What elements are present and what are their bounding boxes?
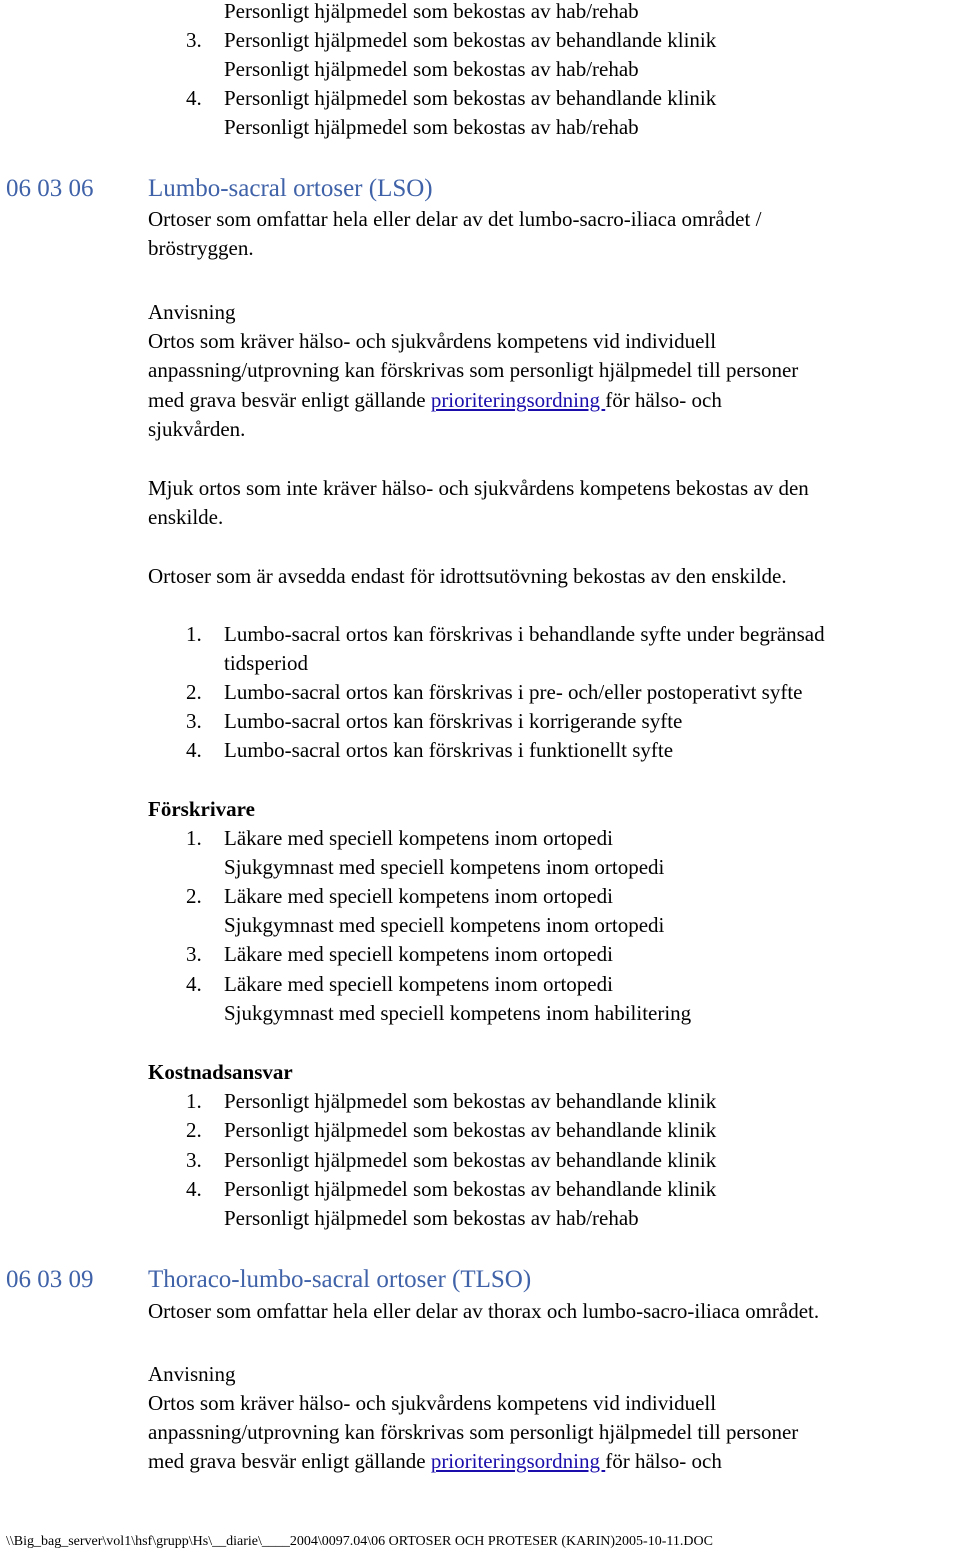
- anvisning-text: Ortos som kräver hälso- och sjukvårdens kompetens vid individuell: [148, 329, 717, 353]
- anvisning-text: [148, 1447, 722, 1476]
- purpose-item: tidsperiod: [224, 651, 308, 675]
- anvisning-text: sjukvården.: [148, 417, 246, 441]
- list-number: 4.: [186, 86, 202, 110]
- list-number: 1.: [186, 826, 202, 850]
- section-title: Thoraco-lumbo-sacral ortoser (TLSO): [148, 1266, 532, 1293]
- cost-line: Personligt hjälpmedel som bekostas av hab/rehab: [224, 0, 639, 23]
- list-number: 3.: [186, 942, 202, 966]
- cost-line: Personligt hjälpmedel som bekostas av behandlande klinik: [224, 1177, 717, 1201]
- anvisning-text-pre: med grava besvär enligt gällande: [148, 1449, 431, 1473]
- forskrivare-heading: Förskrivare: [148, 797, 255, 821]
- mjuk-ortos-text: Mjuk ortos som inte kräver hälso- och sjukvårdens kompetens bekostas av den: [148, 476, 809, 500]
- prioriteringsordning-link[interactable]: prioriteringsordning: [430, 388, 606, 412]
- mjuk-ortos-text: enskilde.: [148, 505, 224, 529]
- cost-line: Personligt hjälpmedel som bekostas av behandlande klinik: [224, 86, 717, 110]
- anvisning-text: Ortos som kräver hälso- och sjukvårdens kompetens vid individuell: [148, 1391, 717, 1415]
- section-description: Ortoser som omfattar hela eller delar av det lumbo-sacro-iliaca området /: [148, 207, 762, 231]
- cost-line: Personligt hjälpmedel som bekostas av behandlande klinik: [224, 1148, 717, 1172]
- prioriteringsordning-link[interactable]: prioriteringsordning: [430, 1449, 606, 1473]
- document-footer-path: \\Big_bag_server\vol1\hsf\grupp\Hs\__diarie\____2004\0097.04\06 ORTOSER OCH PROTESER (KARIN)2005-10-11.DOC: [6, 1534, 713, 1549]
- section-title: Lumbo-sacral ortoser (LSO): [148, 175, 433, 202]
- purpose-item: Lumbo-sacral ortos kan förskrivas i funktionellt syfte: [224, 738, 674, 762]
- section-description: bröstryggen.: [148, 236, 254, 260]
- prescriber-line: Sjukgymnast med speciell kompetens inom habilitering: [224, 1001, 692, 1025]
- anvisning-text: anpassning/utprovning kan förskrivas som personligt hjälpmedel till personer: [148, 1420, 799, 1444]
- cost-line: Personligt hjälpmedel som bekostas av behandlande klinik: [224, 1089, 717, 1113]
- purpose-item: Lumbo-sacral ortos kan förskrivas i korrigerande syfte: [224, 709, 683, 733]
- anvisning-heading: Anvisning: [148, 1362, 236, 1386]
- idrott-text: Ortoser som är avsedda endast för idrottsutövning bekostas av den enskilde.: [148, 564, 787, 588]
- list-number: 1.: [186, 1089, 202, 1113]
- anvisning-text-post: för hälso- och: [605, 388, 722, 412]
- prescriber-line: Sjukgymnast med speciell kompetens inom ortopedi: [224, 913, 665, 937]
- prescriber-line: Läkare med speciell kompetens inom ortopedi: [224, 942, 613, 966]
- prescriber-line: Sjukgymnast med speciell kompetens inom ortopedi: [224, 855, 665, 879]
- list-number: 2.: [186, 884, 202, 908]
- list-number: 3.: [186, 28, 202, 52]
- prescriber-line: Läkare med speciell kompetens inom ortopedi: [224, 972, 613, 996]
- list-number: 1.: [186, 622, 202, 646]
- cost-line: Personligt hjälpmedel som bekostas av behandlande klinik: [224, 1118, 717, 1142]
- section-description: Ortoser som omfattar hela eller delar av thorax och lumbo-sacro-iliaca området.: [148, 1299, 820, 1323]
- anvisning-heading: Anvisning: [148, 300, 236, 324]
- list-number: 4.: [186, 738, 202, 762]
- list-number: 4.: [186, 972, 202, 996]
- anvisning-text: anpassning/utprovning kan förskrivas som personligt hjälpmedel till personer: [148, 358, 799, 382]
- section-number: 06 03 06: [6, 175, 94, 202]
- list-number: 2.: [186, 1118, 202, 1142]
- anvisning-text: [148, 386, 722, 415]
- list-number: 3.: [186, 709, 202, 733]
- anvisning-text-post: för hälso- och: [605, 1449, 722, 1473]
- section-number: 06 03 09: [6, 1266, 94, 1293]
- cost-line: Personligt hjälpmedel som bekostas av behandlande klinik: [224, 28, 717, 52]
- list-number: 3.: [186, 1148, 202, 1172]
- list-number: 4.: [186, 1177, 202, 1201]
- purpose-item: Lumbo-sacral ortos kan förskrivas i behandlande syfte under begränsad: [224, 622, 825, 646]
- kostnadsansvar-heading: Kostnadsansvar: [148, 1060, 293, 1084]
- cost-line: Personligt hjälpmedel som bekostas av hab/rehab: [224, 115, 639, 139]
- purpose-item: Lumbo-sacral ortos kan förskrivas i pre- och/eller postoperativt syfte: [224, 680, 803, 704]
- prescriber-line: Läkare med speciell kompetens inom ortopedi: [224, 884, 613, 908]
- anvisning-text-pre: med grava besvär enligt gällande: [148, 388, 431, 412]
- list-number: 2.: [186, 680, 202, 704]
- cost-line: Personligt hjälpmedel som bekostas av hab/rehab: [224, 57, 639, 81]
- prescriber-line: Läkare med speciell kompetens inom ortopedi: [224, 826, 613, 850]
- cost-line: Personligt hjälpmedel som bekostas av hab/rehab: [224, 1206, 639, 1230]
